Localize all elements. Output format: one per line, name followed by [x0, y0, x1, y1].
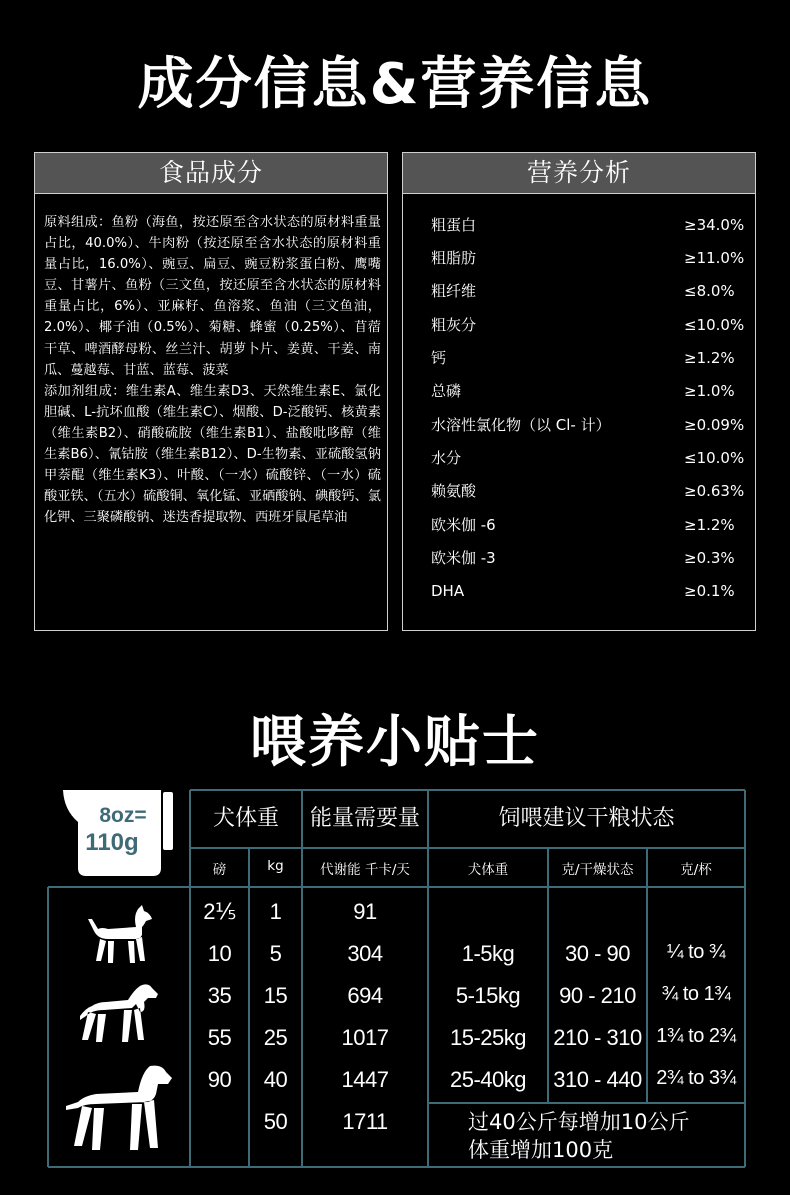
nutrient-value: ≥1.0%	[684, 382, 735, 400]
advice-grams: 30 - 90	[565, 941, 630, 966]
nutrient-name: 水分	[431, 449, 462, 467]
additive-paragraph: 添加剂组成：维生素A、维生素D3、天然维生素E、氯化胆碱、L-抗坏血酸（维生素C）、烟酸、D-泛酸钙、核黄素（维生素B2）、硝酸硫胺（维生素B1）、盐酸吡哆醇（维生素B6）、氰钴胺（维生素B12）、D-生物素、亚硫酸氢钠甲萘醌（维生素K3）、叶酸、（一水）硫酸锌、（一水）硫酸亚铁、（五水）硫酸铜、氧化锰、亚硒酸钠、碘酸钙、氯化钾、三聚磷酸钠、迷迭香提取物、西班牙鼠尾草油	[44, 383, 381, 526]
energy-value: 91	[353, 899, 377, 924]
sub-gram-cup: 克/杯	[680, 862, 712, 878]
advice-cups: ¼ to ¾	[666, 941, 726, 963]
advice-grams: 310 - 440	[553, 1067, 642, 1092]
kg-value: 5	[269, 941, 282, 966]
nutrient-name: 欧米伽 -3	[431, 549, 496, 567]
sub-energy: 代谢能 千卡/天	[320, 862, 410, 878]
sub-dog-weight: 犬体重	[467, 862, 509, 878]
medium-dog-icon	[78, 982, 160, 1046]
feeding-note	[468, 1108, 738, 1164]
kg-value: 50	[263, 1109, 288, 1134]
nutrient-value: ≥1.2%	[684, 349, 735, 367]
nutrient-name: 欧米伽 -6	[431, 516, 496, 534]
nutrient-name: 赖氨酸	[431, 482, 477, 500]
lb-value: 2⅕	[203, 899, 236, 924]
head-energy: 能量需要量	[309, 806, 420, 831]
nutrient-name: 粗脂肪	[431, 249, 477, 267]
advice-dog-weight: 1-5kg	[461, 941, 515, 966]
nutrient-value: ≥0.63%	[684, 482, 745, 500]
lb-value: 10	[207, 941, 232, 966]
sub-kg: kg	[267, 858, 284, 874]
nutrient-value: ≥0.09%	[684, 416, 745, 434]
energy-value: 1017	[341, 1025, 389, 1050]
page-title: 成分信息&营养信息	[137, 52, 653, 117]
energy-value: 1447	[341, 1067, 389, 1092]
head-dog-weight: 犬体重	[212, 806, 279, 831]
large-dog-icon	[62, 1062, 174, 1152]
advice-grams: 210 - 310	[553, 1025, 642, 1050]
nutrient-name: DHA	[431, 582, 465, 600]
kg-value: 25	[263, 1025, 288, 1050]
energy-value: 694	[347, 983, 383, 1008]
nutrient-value: ≤10.0%	[684, 316, 745, 334]
nutrient-value: ≥11.0%	[684, 249, 745, 267]
advice-cups: 2¾ to 3¾	[656, 1067, 736, 1089]
feeding-note-line2: 体重增加100克	[468, 1138, 614, 1162]
kg-value: 1	[269, 899, 282, 924]
sub-lb: 磅	[212, 862, 227, 878]
kg-value: 40	[263, 1067, 288, 1092]
advice-cups: 1¾ to 2¾	[656, 1025, 736, 1047]
nutrient-value: ≤8.0%	[684, 282, 735, 300]
nutrient-value: ≤10.0%	[684, 449, 745, 467]
head-feeding-advice: 饲喂建议干粮状态	[498, 806, 675, 831]
sub-gram-dry: 克/干燥状态	[561, 862, 634, 878]
feeding-title: 喂养小贴士	[250, 710, 540, 775]
nutrition-header: 营养分析	[403, 153, 755, 194]
nutrient-name: 总磷	[431, 382, 462, 400]
lb-value: 55	[207, 1025, 232, 1050]
nutrient-value: ≥34.0%	[684, 216, 745, 234]
energy-value: 304	[347, 941, 383, 966]
nutrient-value: ≥0.3%	[684, 549, 735, 567]
cup-label-top: 8oz=	[99, 804, 147, 827]
nutrient-value: ≥0.1%	[684, 582, 735, 600]
advice-dog-weight: 5-15kg	[455, 983, 521, 1008]
cup-label-bottom: 110g	[85, 829, 139, 856]
nutrient-name: 钙	[431, 349, 447, 367]
lb-value: 90	[207, 1067, 232, 1092]
lb-value: 35	[207, 983, 232, 1008]
raw-material-paragraph: 原料组成：鱼粉（海鱼，按还原至含水状态的原材料重量占比，40.0%）、牛肉粉（按还原至含水状态的原材料重量占比，16.0%）、豌豆、扁豆、豌豆粉浆蛋白粉、鹰嘴豆、甘薯片、鱼粉（三文鱼，按还原至含水状态的原材料重量占比，6%）、亚麻籽、鱼溶浆、鱼油（三文鱼油，2.0%）、椰子油（0.5%）、菊糖、蜂蜜（0.25%）、苜蓿干草、啤酒酵母粉、丝兰汁、胡萝卜片、姜黄、干姜、南瓜、蔓越莓、甘蓝、蓝莓、菠菜	[44, 215, 381, 378]
nutrient-name: 粗灰分	[431, 316, 477, 334]
ingredients-header: 食品成分	[35, 153, 387, 194]
energy-value: 1711	[342, 1109, 388, 1134]
nutrient-name: 水溶性氯化物（以 Cl- 计）	[431, 416, 611, 434]
small-dog-icon	[86, 905, 154, 967]
feeding-note-line1: 过40公斤每增加10公斤	[468, 1110, 690, 1134]
advice-dog-weight: 25-40kg	[449, 1067, 526, 1092]
nutrient-name: 粗蛋白	[431, 216, 477, 234]
nutrient-name: 粗纤维	[431, 282, 477, 300]
advice-dog-weight: 15-25kg	[449, 1025, 526, 1050]
nutrient-value: ≥1.2%	[684, 516, 735, 534]
advice-cups: ¾ to 1¾	[661, 983, 731, 1005]
kg-value: 15	[263, 983, 288, 1008]
advice-grams: 90 - 210	[559, 983, 636, 1008]
